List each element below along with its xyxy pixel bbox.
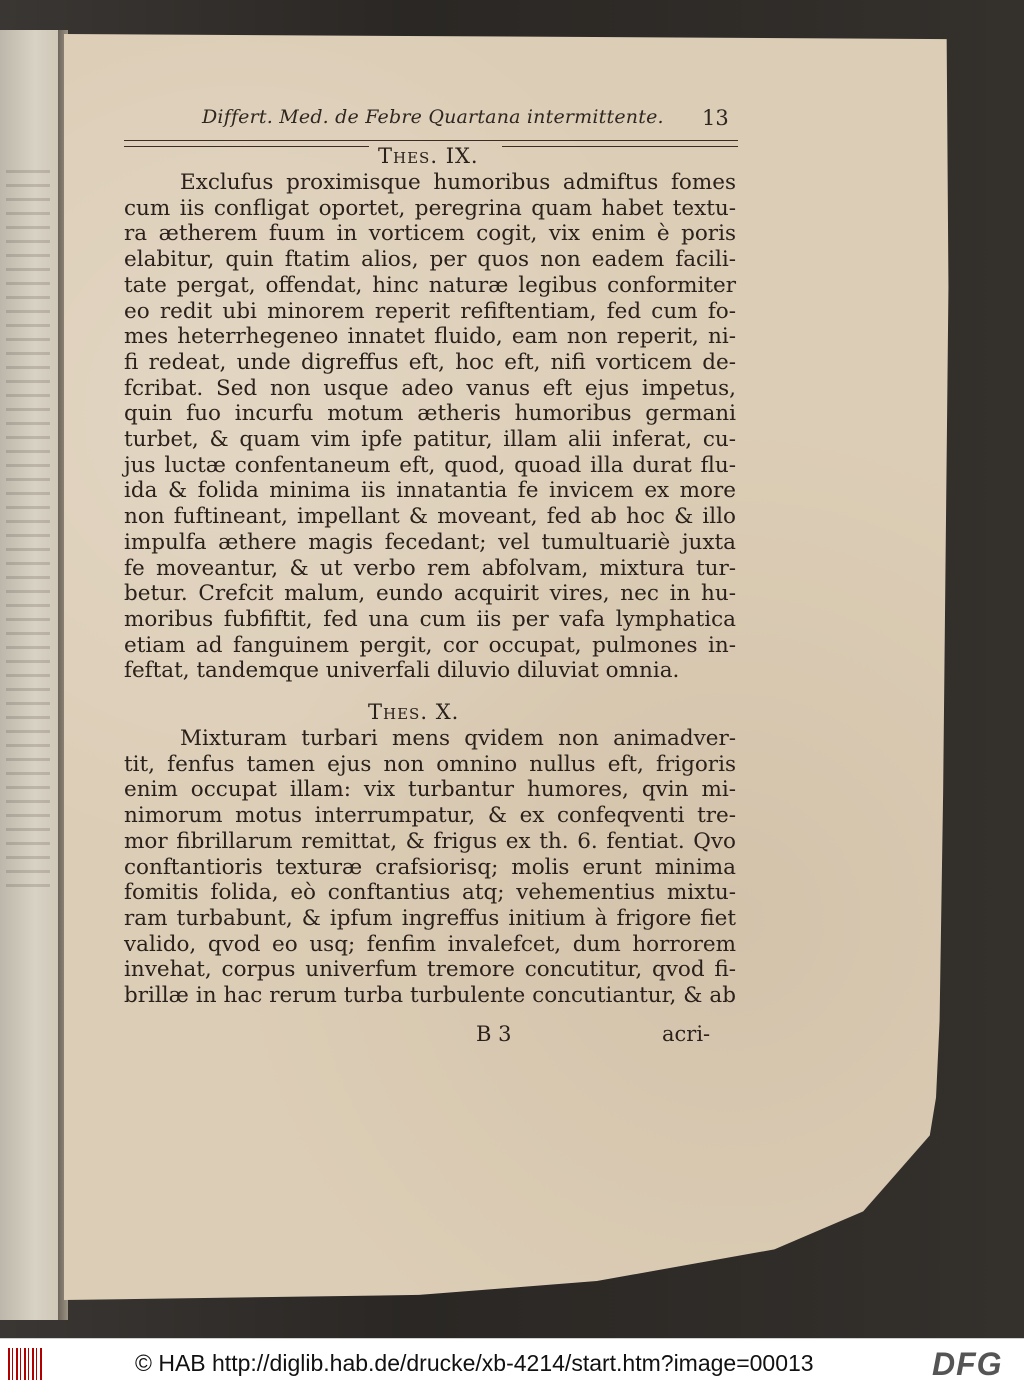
text-line: conftantioris texturæ crafsiorisq; molis erunt minima	[124, 854, 736, 880]
copyright-link[interactable]: © HAB http://diglib.hab.de/drucke/xb-4214/start.htm?image=00013	[135, 1350, 814, 1376]
text-line: tit, fenfus tamen ejus non omnino nullus eft, frigoris	[124, 751, 736, 777]
heading-prefix: Thes.	[368, 700, 428, 724]
text-line: etiam ad fanguinem pergit, cor occupat, pulmones in-	[124, 632, 736, 658]
text-line: nimorum motus interrumpatur, & ex confeqventi tre-	[124, 803, 736, 829]
previous-page-edge	[0, 30, 60, 1320]
barcode-logo-icon	[8, 1348, 44, 1380]
signature-mark: B 3	[476, 1022, 512, 1046]
text-line: jus luctæ confentaneum eft, quod, quoad illa durat flu-	[124, 452, 736, 478]
paragraph-thes-x	[124, 726, 736, 1009]
catchword: acri-	[662, 1022, 711, 1046]
text-line: valido, qvod eo usq; fenfim invalefcet, dum horrorem	[124, 931, 736, 957]
text-line: enim occupat illam: vix turbantur humores, qvin mi-	[124, 777, 736, 803]
text-line: fi redeat, unde digreffus eft, hoc eft, nifi vorticem de-	[124, 349, 736, 375]
text-line: elabitur, quin ftatim alios, per quos non eadem facili-	[124, 247, 736, 273]
text-line: eo redit ubi minorem reperit refiftentiam, fed cum fo-	[124, 298, 736, 324]
text-line: fomitis folida, eò conftantius atq; vehementius mixtu-	[124, 880, 736, 906]
text-line: mes heterrhegeneo innatet fluido, eam non reperit, ni-	[124, 324, 736, 350]
page-number: 13	[702, 106, 729, 130]
section-heading-x	[368, 700, 459, 724]
header-rule	[124, 140, 738, 141]
text-line: ra ætherem fuum in vorticem cogit, vix enim è poris	[124, 221, 736, 247]
text-line: betur. Crefcit malum, eundo acquirit vires, nec in hu-	[124, 581, 736, 607]
text-line: brillæ in hac rerum turba turbulente concutiantur, & ab	[124, 983, 736, 1009]
text-line: non fuftineant, impellant & moveant, fed ab hoc & illo	[124, 504, 736, 530]
header-rule-right	[502, 146, 738, 147]
text-line: turbet, & quam vim ipfe patitur, illam alii inferat, cu-	[124, 427, 736, 453]
footer-bar	[0, 1338, 1024, 1390]
text-line: cum iis confligat oportet, peregrina quam habet textu-	[124, 195, 736, 221]
text-line: quin fuo incurfu motum ætheris humoribus germani	[124, 401, 736, 427]
running-title: Differt. Med. de Febre Quartana intermittente.	[202, 106, 664, 128]
text-line: tate pergat, offendat, hinc naturæ legibus conformiter	[124, 272, 736, 298]
dfg-logo: DFG	[932, 1346, 1003, 1382]
text-line: fe moveantur, & ut verbo rem abfolvam, mixtura tur-	[124, 555, 736, 581]
heading-numeral: IX.	[445, 144, 479, 168]
text-line: Exclufus proximisque humoribus admiftus fomes	[180, 170, 736, 195]
text-line: mor fibrillarum remittat, & frigus ex th. 6. fentiat. Qvo	[124, 828, 736, 854]
text-line: fcribat. Sed non usque adeo vanus eft ejus impetus,	[124, 375, 736, 401]
paragraph-thes-ix	[124, 170, 736, 684]
text-line: ram turbabunt, & ipfum ingreffus initium à frigore fiet	[124, 905, 736, 931]
text-line: moribus fubfiftit, fed una cum iis per vafa lymphatica	[124, 606, 736, 632]
text-line: invehat, corpus univerfum tremore concutitur, qvod fi-	[124, 957, 736, 983]
heading-numeral: X.	[435, 700, 460, 724]
text-line: ida & folida minima iis innatantia fe invicem ex more	[124, 478, 736, 504]
section-heading-ix	[378, 144, 479, 168]
text-line: feftat, tandemque univerfali diluvio diluviat omnia.	[124, 658, 680, 684]
header-rule-left	[124, 146, 369, 147]
running-header	[124, 106, 738, 144]
previous-page-text-fragment	[6, 170, 50, 890]
heading-prefix: Thes.	[378, 144, 438, 168]
text-line: impulfa æthere magis fecedant; vel tumultuariè juxta	[124, 529, 736, 555]
text-line: Mixturam turbari mens qvidem non animadver-	[180, 726, 736, 751]
